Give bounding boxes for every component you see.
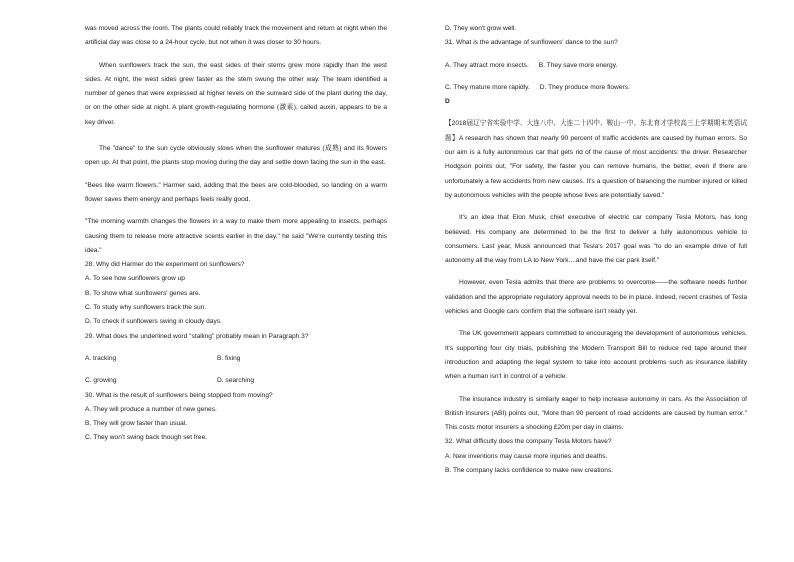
passage-paragraph: "The morning warmth changes the flowers in a way to make them more appealing to insects, perhaps causing them to release more attractive scents earlier in the day." he said "We're currently testing this idea." — [85, 218, 387, 254]
option-row — [445, 59, 747, 73]
passage-paragraph: The UK government appears committed to encouraging the development of autonomous vehicles. It's supporting four city trials, publishing the Modern Transport Bill to reduce red tape around their introduction and adapting the legal system to take into account problems such as insurance liability when a human isn't in control of a vehicle. — [445, 330, 747, 381]
option-30-b: B. They will grow faster than usual. — [85, 420, 188, 428]
option-32-b: B. The company lacks confidence to make new creations. — [445, 467, 614, 475]
option-28-c: C. To study why sunflowers track the sun. — [85, 304, 207, 312]
option-31-c: C. They mature more rapidly. — [445, 83, 530, 91]
option-row — [85, 352, 387, 366]
option-30-a: A. They will produce a number of new genes. — [85, 405, 217, 413]
passage-paragraph: 【2018届辽宁省实验中学、大连八中、大连二十四中、鞍山一中、东北育才学校高三上学期期末英语试题】A research has shown that nearly 90 percent of traffic accidents are caused by human errors. So our aim is a fully autonomous car that gets rid of the cause of most accidents: the driver. Researcher Hodgson points out, "For safety, the faster you can remove humans, the better, even if there are unfortunately a few accidents from new causes. It's a question of balancing the number injured or killed by autonomous vehicles with the people whose lives are potentially saved." — [445, 120, 747, 199]
passage-paragraph: "Bees like warm flowers." Harmer said, adding that the bees are cold-blooded, so landing on a warm flower saves them energy and perhaps feels really good. — [85, 181, 387, 203]
option-row — [85, 374, 387, 388]
passage-paragraph: The "dance" to the sun cycle obviously slows when the sunflower matures (成熟) and its flowers open up. At that point, the plants stop moving during the day and settle down facing the sun in the east. — [85, 145, 387, 167]
option-31-d: D. They produce more flowers. — [539, 83, 630, 91]
passage-paragraph: When sunflowers track the sun, the east sides of their stems grew more rapidly than the west sides. At night, the west sides grew faster as the stem swung the other way. The team identified a number of genes that were expressed at higher levels on the sunward side of the plant during the day, or on the other side at night. A plant growth-regulating hormone (激素), called auxin, appears to be a key driver. — [85, 61, 387, 126]
question-32: 32. What difficulty does the company Tesla Motors have? — [445, 438, 612, 446]
option-29-c: C. growing — [85, 377, 117, 385]
right-column — [445, 22, 747, 478]
option-28-a: A. To see how sunflowers grow up — [85, 275, 185, 283]
option-row — [445, 81, 747, 95]
passage-paragraph: was moved across the room. The plants could reliably track the movement and return at night when the artificial day was close to a 24-hour cycle, but not when it was closer to 30 hours. — [85, 25, 387, 47]
option-30-c: C. They won't swing back though set free. — [85, 434, 208, 442]
question-28: 28. Why did Harmer do the experiment on sunflowers? — [85, 261, 245, 269]
question-30: 30. What is the result of sunflowers being stopped from moving? — [85, 391, 273, 399]
option-31-b: B. They save more energy. — [538, 61, 618, 69]
passage-paragraph: It's an idea that Elon Musk, chief executive of electric car company Tesla Motors, has long believed. His company are determined to be the first to deliver a fully autonomous vehicle to consumers. Last year, Musk announced that Tesla's 2017 goal was "to do an example drive of full autonomy all the way from LA to New York....and have the car park itself." — [445, 214, 747, 265]
question-29: 29. What does the underlined word "stalling" probably mean in Paragraph 3? — [85, 332, 309, 340]
passage-paragraph: However, even Tesla admits that there are problems to overcome——the software needs further validation and the appropriate regulatory approval needs to be in place. Indeed, recent crashes of Tesla vehicles and Google cars confirm that the software isn't ready yet. — [445, 279, 747, 316]
option-28-b: B. To show what sunflowers' genes are. — [85, 289, 201, 297]
option-30-d: D. They won't grow well. — [445, 25, 517, 32]
left-column — [85, 22, 387, 446]
option-29-b: B. fixing — [217, 354, 241, 362]
option-29-a: A. tracking — [85, 354, 117, 362]
question-31: 31. What is the advantage of sunflowers' dance to the sun? — [445, 39, 618, 47]
option-29-d: D. searching — [217, 377, 255, 385]
passage-paragraph: The insurance industry is similarly eager to help increase autonomy in cars. As the Association of British Insurers (ABI) points out, "More than 90 percent of road accidents are caused by human error." This costs motor insurers a shocking £20m per day in claims. — [445, 395, 747, 432]
option-28-d: D. To check if sunflowers swing in cloudy days. — [85, 318, 222, 326]
option-31-a: A. They attract more insects. — [445, 61, 529, 69]
option-32-a: A. New inventions may cause more injuries and deaths. — [445, 452, 608, 460]
section-heading: D — [445, 98, 450, 106]
